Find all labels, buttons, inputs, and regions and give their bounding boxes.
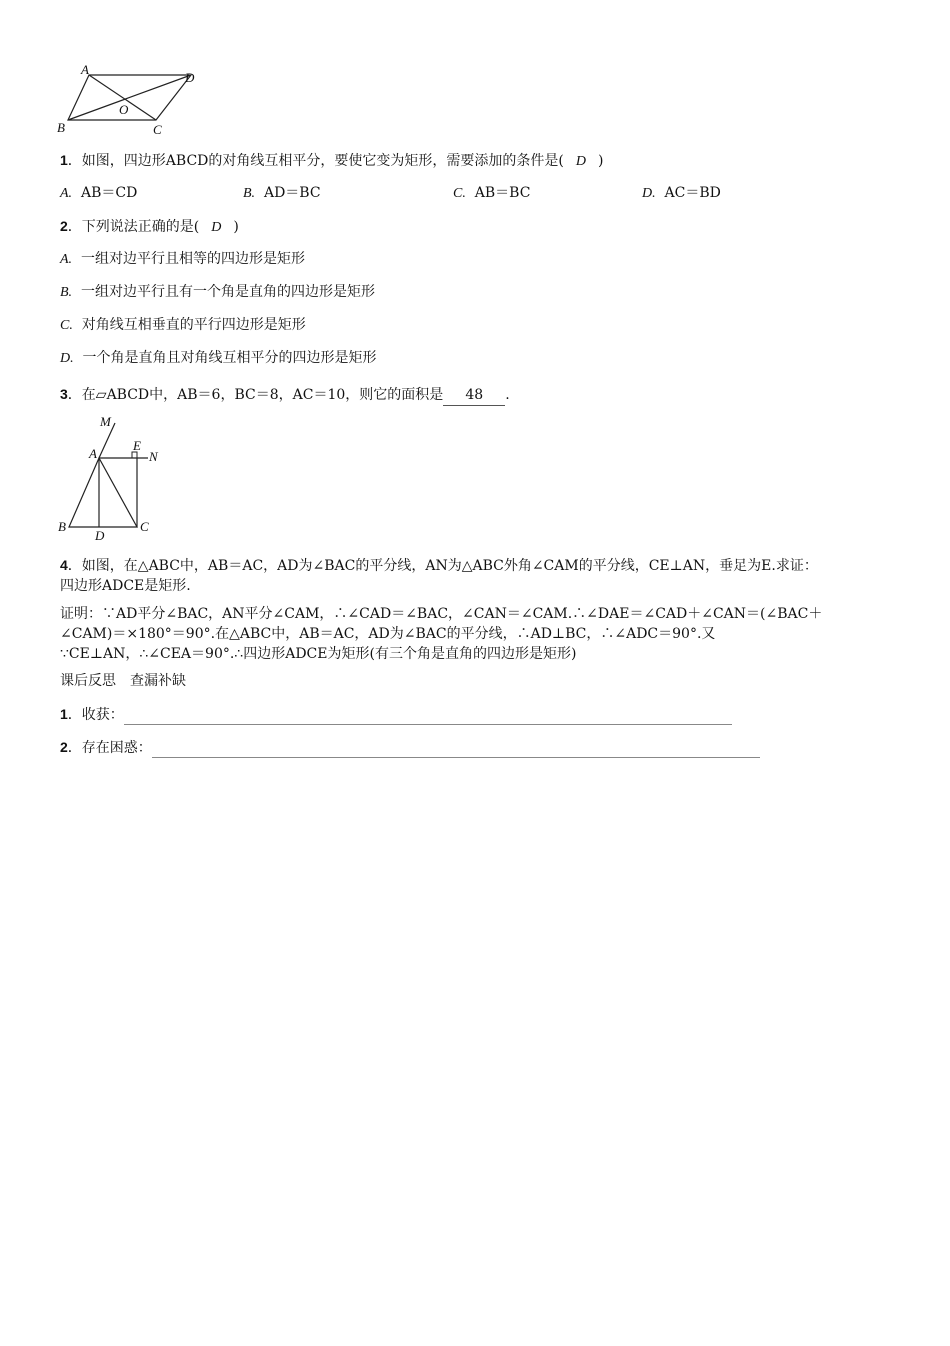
question-2-number: 2	[60, 218, 68, 234]
gains-answer-line[interactable]	[124, 710, 732, 725]
question-1: 1．如图，四边形ABCD的对角线互相平分，要使它变为矩形，需要添加的条件是( D )	[60, 152, 604, 169]
triangle-abc	[69, 458, 137, 527]
reflection-item-2: 2．存在困惑：	[60, 737, 760, 758]
question-4	[60, 555, 890, 596]
q2-option-b: B. 一组对边平行且有一个角是直角的四边形是矩形	[60, 284, 375, 300]
question-4-number: 4	[60, 557, 68, 573]
proof-line-1: 证明：∵AD平分∠BAC，AN平分∠CAM，∴∠CAD＝∠BAC，∠CAN＝∠CAM.∴∠DAE＝∠CAD＋∠CAN＝(∠BAC＋	[60, 606, 823, 622]
question-2: 2．下列说法正确的是( D )	[60, 218, 239, 235]
proof-line-3: ∵CE⊥AN，∴∠CEA＝90°.∴四边形ADCE为矩形(有三个角是直角的四边形是矩形)	[60, 646, 577, 662]
triangle-rectangle-figure	[55, 415, 165, 545]
label-c: C	[140, 519, 149, 534]
q1-option-c: C. AB＝BC	[453, 185, 531, 201]
question-1-number: 1	[60, 152, 68, 168]
reflection-title: 课后反思 查漏补缺	[60, 673, 186, 689]
question-3-text: ．在▱ABCD中，AB＝6，BC＝8，AC＝10，则它的面积是	[67, 387, 444, 403]
q1-option-b: B. AD＝BC	[243, 185, 321, 201]
proof	[60, 604, 890, 664]
q1-option-a: A. AB＝CD	[60, 185, 138, 201]
label-a: A	[81, 62, 89, 77]
label-d: D	[185, 70, 195, 85]
parallelogram-figure	[55, 62, 205, 140]
label-m: M	[100, 415, 111, 429]
question-1-answer: D	[575, 154, 586, 169]
question-3-number: 3	[60, 386, 68, 402]
q2-option-a: A. 一组对边平行且相等的四边形是矩形	[60, 251, 305, 267]
question-4-text: ．如图，在△ABC中，AB＝AC，AD为∠BAC的平分线，AN为△ABC外角∠CAM的平分线，CE⊥AN，垂足为E.求证：	[67, 558, 818, 574]
label-o: O	[119, 102, 129, 117]
question-4-text-2: 四边形ADCE是矩形.	[60, 578, 191, 594]
label-e: E	[133, 438, 141, 453]
label-a: A	[89, 446, 97, 461]
reflection-item-1: 1．收获：	[60, 704, 732, 725]
question-2-answer: D	[211, 220, 222, 235]
label-n: N	[149, 449, 158, 464]
question-1-text: ．如图，四边形ABCD的对角线互相平分，要使它变为矩形，需要添加的条件是(	[67, 153, 564, 169]
q1-option-d: D. AC＝BD	[642, 185, 721, 201]
proof-line-2: ∠CAM)＝×180°＝90°.在△ABC中，AB＝AC，AD为∠BAC的平分线，∴AD⊥BC，∴∠ADC＝90°.又	[60, 626, 716, 642]
label-c: C	[153, 122, 162, 137]
q2-option-d: D. 一个角是直角且对角线互相平分的四边形是矩形	[60, 350, 377, 366]
label-b: B	[58, 519, 66, 534]
label-b: B	[57, 120, 65, 135]
q2-option-c: C. 对角线互相垂直的平行四边形是矩形	[60, 317, 306, 333]
question-3-answer-blank: 48	[443, 385, 505, 406]
label-d: D	[95, 528, 105, 543]
question-2-text: ．下列说法正确的是(	[67, 219, 200, 235]
confusion-answer-line[interactable]	[152, 743, 760, 758]
question-3: 3．在▱ABCD中，AB＝6，BC＝8，AC＝10，则它的面积是 48 .	[60, 384, 510, 406]
